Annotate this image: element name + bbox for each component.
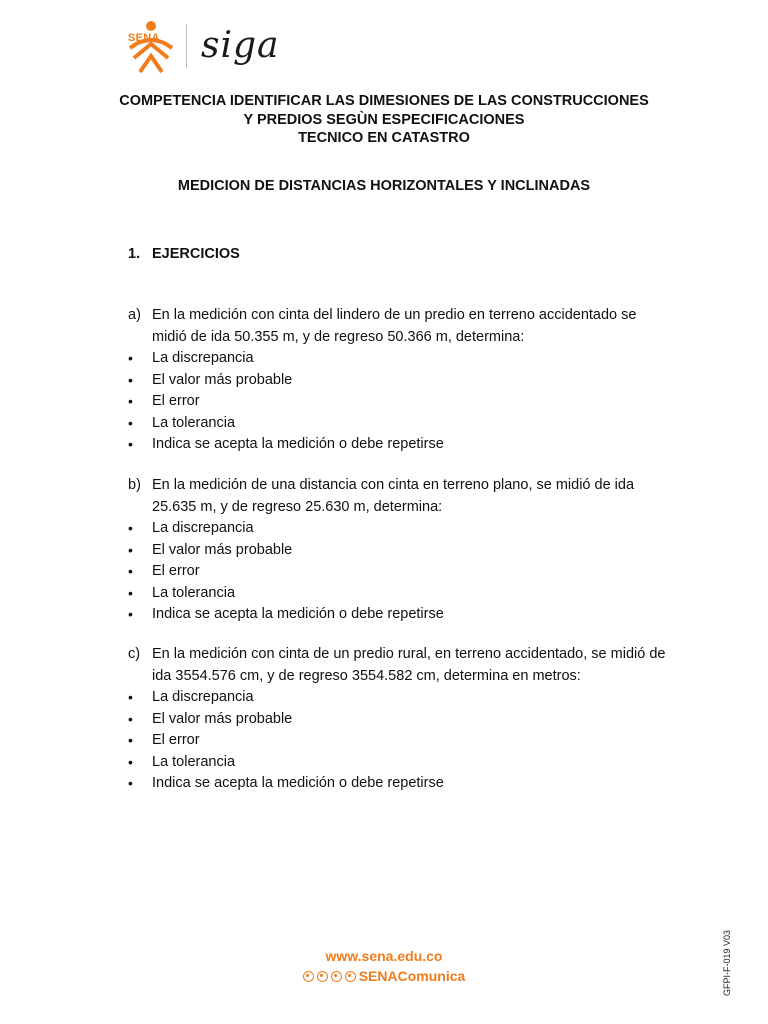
- exercise-letter: a): [128, 307, 141, 323]
- list-item-text: La tolerancia: [152, 414, 236, 431]
- list-item-text: La tolerancia: [152, 584, 236, 601]
- list-item-text: El error: [152, 563, 200, 579]
- list-item-text: El error: [152, 393, 200, 409]
- list-item: [128, 773, 668, 795]
- sena-figure-icon: [122, 18, 180, 74]
- list-item: [128, 370, 668, 392]
- bullet-icon: •: [128, 414, 133, 431]
- list-item-text: La discrepancia: [152, 520, 254, 536]
- bullet-icon: •: [128, 350, 133, 366]
- title-line-1: COMPETENCIA IDENTIFICAR LAS DIMESIONES DE LAS CONSTRUCCIONES: [119, 93, 649, 109]
- list-item: [128, 413, 668, 435]
- list-item-text: Indica se acepta la medición o debe repetirse: [152, 775, 444, 791]
- footer-social: [0, 968, 768, 984]
- list-item: [128, 752, 668, 774]
- exercise-items: [128, 348, 668, 456]
- twitter-icon: [331, 971, 342, 982]
- document-title: [0, 92, 768, 148]
- header-logos: [122, 18, 280, 74]
- exercise-items: [128, 518, 668, 626]
- list-item: [128, 730, 668, 752]
- list-item: [128, 709, 668, 731]
- form-code: GFPI-F-019 V03: [722, 929, 732, 996]
- exercise-prompt: [128, 644, 668, 687]
- bullet-icon: •: [128, 541, 133, 558]
- list-item-text: La discrepancia: [152, 689, 254, 705]
- exercise-c: [128, 644, 668, 795]
- exercise-text: En la medición con cinta de un predio rural, en terreno accidentado, se midió de ida 3554.576 cm, y de regreso 3554.582 cm, determina en metros:: [152, 646, 666, 684]
- bullet-icon: •: [128, 775, 133, 791]
- bullet-icon: •: [128, 732, 133, 748]
- title-line-2: Y PREDIOS SEGÙN ESPECIFICACIONES: [243, 111, 525, 128]
- bullet-icon: •: [128, 520, 133, 536]
- bullet-icon: •: [128, 436, 133, 452]
- list-item-text: La tolerancia: [152, 753, 236, 770]
- list-item: [128, 434, 668, 456]
- bullet-icon: •: [128, 753, 133, 770]
- list-item-text: El valor más probable: [152, 371, 293, 388]
- exercise-prompt: [128, 305, 668, 348]
- list-item-text: Indica se acepta la medición o debe repetirse: [152, 436, 444, 452]
- youtube-icon: [345, 971, 356, 982]
- list-item: [128, 540, 668, 562]
- exercise-items: [128, 687, 668, 795]
- siga-logo: siga: [201, 25, 280, 66]
- exercise-a: [128, 305, 668, 456]
- list-item: [128, 687, 668, 709]
- bullet-icon: •: [128, 563, 133, 579]
- logo-divider: [186, 24, 187, 68]
- list-item-text: El valor más probable: [152, 541, 293, 558]
- footer-url-link[interactable]: www.sena.edu.co: [325, 948, 443, 964]
- bullet-icon: •: [128, 393, 133, 409]
- title-line-3: TECNICO EN CATASTRO: [298, 130, 470, 146]
- exercise-prompt: [128, 475, 668, 518]
- exercise-letter: b): [128, 477, 141, 493]
- sena-logo-text: SENA: [128, 32, 160, 44]
- document-subtitle: MEDICION DE DISTANCIAS HORIZONTALES Y INCLINADAS: [177, 178, 591, 194]
- list-item: [128, 583, 668, 605]
- list-item: [128, 391, 668, 413]
- bullet-icon: •: [128, 584, 133, 601]
- bullet-icon: •: [128, 371, 133, 388]
- list-item: [128, 604, 668, 626]
- bullet-icon: •: [128, 606, 133, 622]
- page-footer: [0, 948, 768, 984]
- facebook-icon: [303, 971, 314, 982]
- list-item: [128, 561, 668, 583]
- exercise-letter: c): [128, 646, 141, 662]
- list-item-text: El valor más probable: [152, 710, 293, 727]
- exercise-text: En la medición de una distancia con cinta en terreno plano, se midió de ida 25.635 m, y de regreso 25.630 m, determina:: [152, 477, 635, 515]
- list-item-text: El error: [152, 732, 200, 748]
- instagram-icon: [317, 971, 328, 982]
- list-item: [128, 518, 668, 540]
- list-item: [128, 348, 668, 370]
- section-label: EJERCICIOS: [152, 246, 240, 262]
- exercise-text: En la medición con cinta del lindero de un predio en terreno accidentado se midió de ida 50.355 m, y de regreso 50.366 m, determina:: [152, 307, 637, 345]
- section-heading: [128, 246, 240, 262]
- section-number: 1.: [128, 246, 141, 262]
- exercise-b: [128, 475, 668, 626]
- footer-social-handle[interactable]: SENAComunica: [358, 968, 466, 984]
- list-item-text: La discrepancia: [152, 350, 254, 366]
- sena-logo: [122, 18, 180, 74]
- bullet-icon: •: [128, 689, 133, 705]
- bullet-icon: •: [128, 710, 133, 727]
- list-item-text: Indica se acepta la medición o debe repetirse: [152, 606, 444, 622]
